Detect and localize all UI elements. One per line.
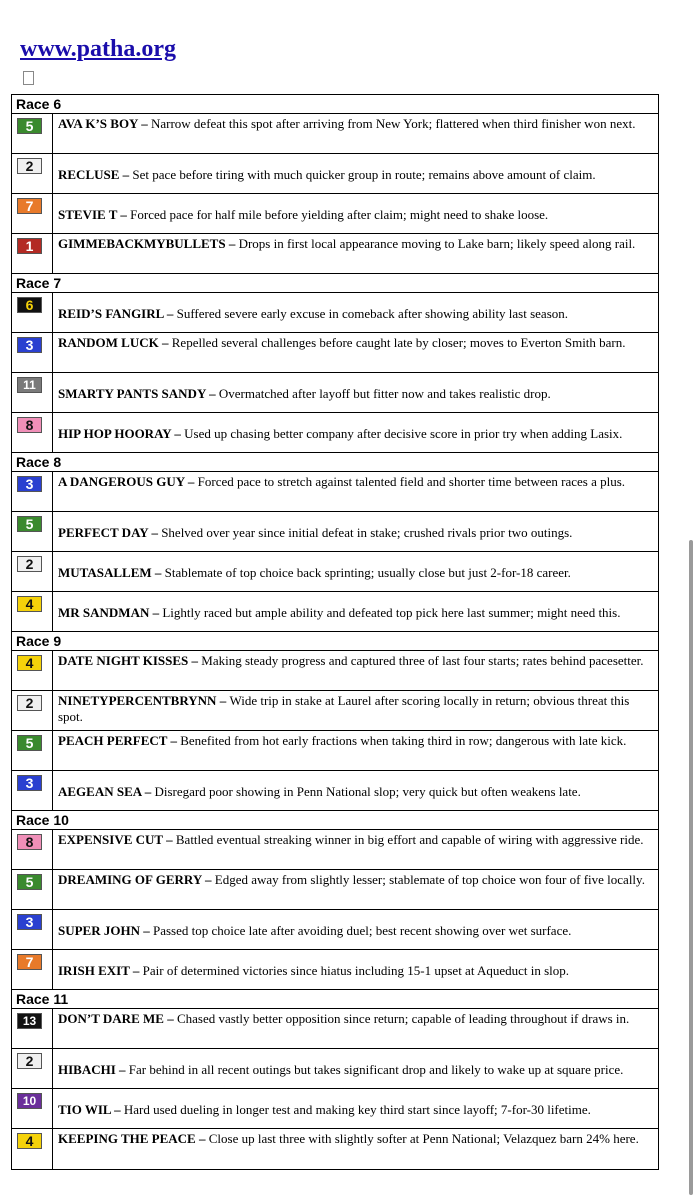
dash-separator: – — [115, 1061, 129, 1077]
saddlecloth-number-badge: 3 — [17, 775, 42, 791]
comment-text: Disregard poor showing in Penn National slop; very quick but often weakens late. — [154, 783, 581, 799]
table-row — [12, 830, 658, 870]
horse-name: PERFECT DAY — [58, 524, 149, 540]
comment-text: Battled eventual streaking winner in big effort and capable of wiring with aggressive ride. — [175, 832, 644, 847]
horse-name: NINETYPERCENTBRYNN — [58, 693, 217, 708]
saddlecloth-cell — [12, 552, 53, 591]
saddlecloth-cell — [12, 114, 53, 153]
horse-name: GIMMEBACKMYBULLETS — [58, 236, 226, 251]
comment-text: Shelved over year since initial defeat in stake; crushed rivals prior two outings. — [161, 524, 573, 540]
saddlecloth-cell — [12, 691, 53, 730]
saddlecloth-number-badge: 1 — [17, 238, 42, 254]
dash-separator: – — [162, 832, 176, 847]
table-row — [12, 1009, 658, 1049]
race-header: Race 9 — [12, 632, 658, 651]
comment-text: Set pace before tiring with much quicker group in route; remains above amount of claim. — [132, 166, 596, 182]
saddlecloth-cell — [12, 950, 53, 989]
comment-text: Overmatched after layoff but fitter now and takes realistic drop. — [218, 385, 551, 401]
saddlecloth-cell — [12, 870, 53, 909]
race-header: Race 7 — [12, 274, 658, 293]
dash-separator: – — [137, 116, 151, 131]
saddlecloth-cell — [12, 830, 53, 869]
scrollbar[interactable] — [689, 540, 693, 1195]
comment-text: Used up chasing better company after decisive score in prior try when adding Lasix. — [184, 425, 623, 441]
dash-separator: – — [119, 166, 133, 182]
comment-cell — [53, 592, 658, 631]
horse-name: DREAMING OF GERRY — [58, 872, 202, 887]
dash-separator: – — [151, 564, 165, 580]
horse-name: RECLUSE — [58, 166, 120, 182]
saddlecloth-cell — [12, 1129, 53, 1169]
saddlecloth-number-badge: 7 — [17, 954, 42, 970]
dash-separator: – — [201, 872, 215, 887]
table-row — [12, 413, 658, 453]
comment-text: Suffered severe early excuse in comeback after showing ability last season. — [176, 305, 569, 321]
table-row — [12, 552, 658, 592]
table-row — [12, 1089, 658, 1129]
comment-text: Lightly raced but ample ability and defeated top pick here last summer; might need this. — [162, 604, 621, 620]
saddlecloth-number-badge: 4 — [17, 655, 42, 671]
comment-cell — [53, 293, 658, 332]
table-row — [12, 114, 658, 154]
saddlecloth-number-badge: 4 — [17, 596, 42, 612]
horse-name: DATE NIGHT KISSES — [58, 653, 189, 668]
comment-cell — [53, 830, 658, 869]
comment-cell — [53, 154, 658, 193]
dash-separator: – — [139, 922, 153, 938]
horse-name: MUTASALLEM — [58, 564, 152, 580]
table-row — [12, 592, 658, 632]
saddlecloth-number-badge: 10 — [17, 1093, 42, 1109]
horse-name: PEACH PERFECT — [58, 733, 168, 748]
dash-separator: – — [148, 524, 162, 540]
saddlecloth-cell — [12, 592, 53, 631]
comment-cell — [53, 870, 658, 909]
comment-text: Repelled several challenges before caught late by closer; moves to Everton Smith barn. — [171, 335, 626, 350]
dash-separator: – — [117, 206, 131, 222]
comment-cell — [53, 1129, 658, 1169]
dash-separator: – — [225, 236, 239, 251]
comment-text: Edged away from slightly lesser; stablemate of top choice won four of five locally. — [214, 872, 645, 887]
saddlecloth-number-badge: 8 — [17, 417, 42, 433]
comment-text: Chased vastly better opposition since return; capable of leading throughout if draws in. — [176, 1011, 630, 1026]
dash-separator: – — [184, 474, 198, 489]
comment-cell — [53, 1089, 658, 1128]
picks-table — [11, 94, 659, 1170]
saddlecloth-number-badge: 5 — [17, 118, 42, 134]
comment-text: Passed top choice late after avoiding duel; best recent showing over wet surface. — [152, 922, 572, 938]
comment-cell — [53, 771, 658, 810]
comment-text: Hard used dueling in longer test and making key third start since layoff; 7-for-30 lifetime. — [123, 1101, 591, 1117]
table-row — [12, 1129, 658, 1169]
saddlecloth-number-badge: 3 — [17, 476, 42, 492]
table-row — [12, 234, 658, 274]
race-header: Race 10 — [12, 811, 658, 830]
dash-separator: – — [188, 653, 202, 668]
saddlecloth-cell — [12, 771, 53, 810]
dash-separator: – — [205, 385, 219, 401]
table-row — [12, 651, 658, 691]
saddlecloth-number-badge: 4 — [17, 1133, 42, 1149]
table-row — [12, 512, 658, 552]
horse-name: HIP HOP HOORAY — [58, 425, 172, 441]
comment-cell — [53, 333, 658, 372]
saddlecloth-cell — [12, 512, 53, 551]
comment-cell — [53, 194, 658, 233]
comment-cell — [53, 1049, 658, 1088]
table-row — [12, 731, 658, 771]
saddlecloth-cell — [12, 651, 53, 690]
comment-text: Stablemate of top choice back sprinting; usually close but just 2-for-18 career. — [164, 564, 571, 580]
dash-separator: – — [110, 1101, 124, 1117]
horse-name: AVA K’S BOY — [58, 116, 138, 131]
comment-text: Wide trip in stake at Laurel after scoring locally in return; obvious threat this spot. — [58, 693, 630, 724]
saddlecloth-cell — [12, 194, 53, 233]
saddlecloth-number-badge: 2 — [17, 695, 42, 711]
horse-name: MR SANDMAN — [58, 604, 150, 620]
dash-separator: – — [195, 1131, 209, 1146]
comment-cell — [53, 731, 658, 770]
saddlecloth-cell — [12, 333, 53, 372]
table-row — [12, 910, 658, 950]
comment-cell — [53, 651, 658, 690]
horse-name: HIBACHI — [58, 1061, 116, 1077]
dash-separator: – — [171, 425, 185, 441]
saddlecloth-number-badge: 3 — [17, 337, 42, 353]
dash-separator: – — [167, 733, 181, 748]
table-row — [12, 472, 658, 512]
saddlecloth-cell — [12, 1089, 53, 1128]
comment-cell — [53, 114, 658, 153]
comment-cell — [53, 472, 658, 511]
table-row — [12, 154, 658, 194]
saddlecloth-cell — [12, 154, 53, 193]
saddlecloth-number-badge: 5 — [17, 516, 42, 532]
saddlecloth-number-badge: 8 — [17, 834, 42, 850]
comment-cell — [53, 512, 658, 551]
saddlecloth-number-badge: 6 — [17, 297, 42, 313]
table-row — [12, 691, 658, 731]
comment-cell — [53, 552, 658, 591]
comment-text: Forced pace for half mile before yielding after claim; might need to shake loose. — [130, 206, 549, 222]
dash-separator: – — [129, 962, 143, 978]
saddlecloth-cell — [12, 910, 53, 949]
saddlecloth-cell — [12, 472, 53, 511]
saddlecloth-cell — [12, 731, 53, 770]
table-row — [12, 870, 658, 910]
race-header: Race 8 — [12, 453, 658, 472]
table-row — [12, 950, 658, 990]
horse-name: A DANGEROUS GUY — [58, 474, 185, 489]
site-link[interactable]: www.patha.org — [20, 36, 177, 62]
table-row — [12, 373, 658, 413]
race-header: Race 11 — [12, 990, 658, 1009]
horse-name: KEEPING THE PEACE — [58, 1131, 196, 1146]
table-row — [12, 771, 658, 811]
saddlecloth-number-badge: 13 — [17, 1013, 42, 1029]
saddlecloth-cell — [12, 413, 53, 452]
saddlecloth-number-badge: 2 — [17, 158, 42, 174]
comment-text: Pair of determined victories since hiatus including 15-1 upset at Aqueduct in slop. — [142, 962, 570, 978]
saddlecloth-number-badge: 5 — [17, 735, 42, 751]
horse-name: EXPENSIVE CUT — [58, 832, 163, 847]
table-row — [12, 1049, 658, 1089]
comment-cell — [53, 691, 658, 730]
horse-name: STEVIE T — [58, 206, 118, 222]
table-row — [12, 293, 658, 333]
comment-text: Close up last three with slightly softer at Penn National; Velazquez barn 24% here. — [208, 1131, 639, 1146]
comment-cell — [53, 413, 658, 452]
saddlecloth-cell — [12, 293, 53, 332]
saddlecloth-cell — [12, 1009, 53, 1048]
table-row — [12, 333, 658, 373]
saddlecloth-number-badge: 3 — [17, 914, 42, 930]
table-row — [12, 194, 658, 234]
comment-cell — [53, 1009, 658, 1048]
horse-name: SUPER JOHN — [58, 922, 140, 938]
race-header: Race 6 — [12, 95, 658, 114]
saddlecloth-number-badge: 2 — [17, 1053, 42, 1069]
broken-image-icon — [23, 71, 34, 85]
comment-cell — [53, 910, 658, 949]
comment-text: Benefited from hot early fractions when taking third in row; dangerous with late kick. — [180, 733, 627, 748]
comment-cell — [53, 373, 658, 412]
saddlecloth-cell — [12, 373, 53, 412]
saddlecloth-number-badge: 5 — [17, 874, 42, 890]
horse-name: AEGEAN SEA — [58, 783, 142, 799]
dash-separator: – — [149, 604, 163, 620]
comment-text: Making steady progress and captured three of last four starts; rates behind pacesetter. — [201, 653, 644, 668]
comment-text: Drops in first local appearance moving to Lake barn; likely speed along rail. — [238, 236, 636, 251]
saddlecloth-cell — [12, 1049, 53, 1088]
horse-name: TIO WIL — [58, 1101, 111, 1117]
horse-name: RANDOM LUCK — [58, 335, 159, 350]
dash-separator: – — [163, 305, 177, 321]
comment-text: Narrow defeat this spot after arriving from New York; flattered when third finisher won next. — [150, 116, 636, 131]
dash-separator: – — [141, 783, 155, 799]
saddlecloth-number-badge: 2 — [17, 556, 42, 572]
comment-cell — [53, 234, 658, 273]
saddlecloth-cell — [12, 234, 53, 273]
comment-text: Forced pace to stretch against talented field and shorter time between races a plus. — [197, 474, 626, 489]
saddlecloth-number-badge: 11 — [17, 377, 42, 393]
horse-name: SMARTY PANTS SANDY — [58, 385, 206, 401]
horse-name: IRISH EXIT — [58, 962, 130, 978]
horse-name: REID’S FANGIRL — [58, 305, 164, 321]
dash-separator: – — [163, 1011, 177, 1026]
comment-text: Far behind in all recent outings but takes significant drop and likely to wake up at square price. — [128, 1061, 624, 1077]
dash-separator: – — [158, 335, 172, 350]
dash-separator: – — [216, 693, 230, 708]
comment-cell — [53, 950, 658, 989]
horse-name: DON’T DARE ME — [58, 1011, 164, 1026]
saddlecloth-number-badge: 7 — [17, 198, 42, 214]
